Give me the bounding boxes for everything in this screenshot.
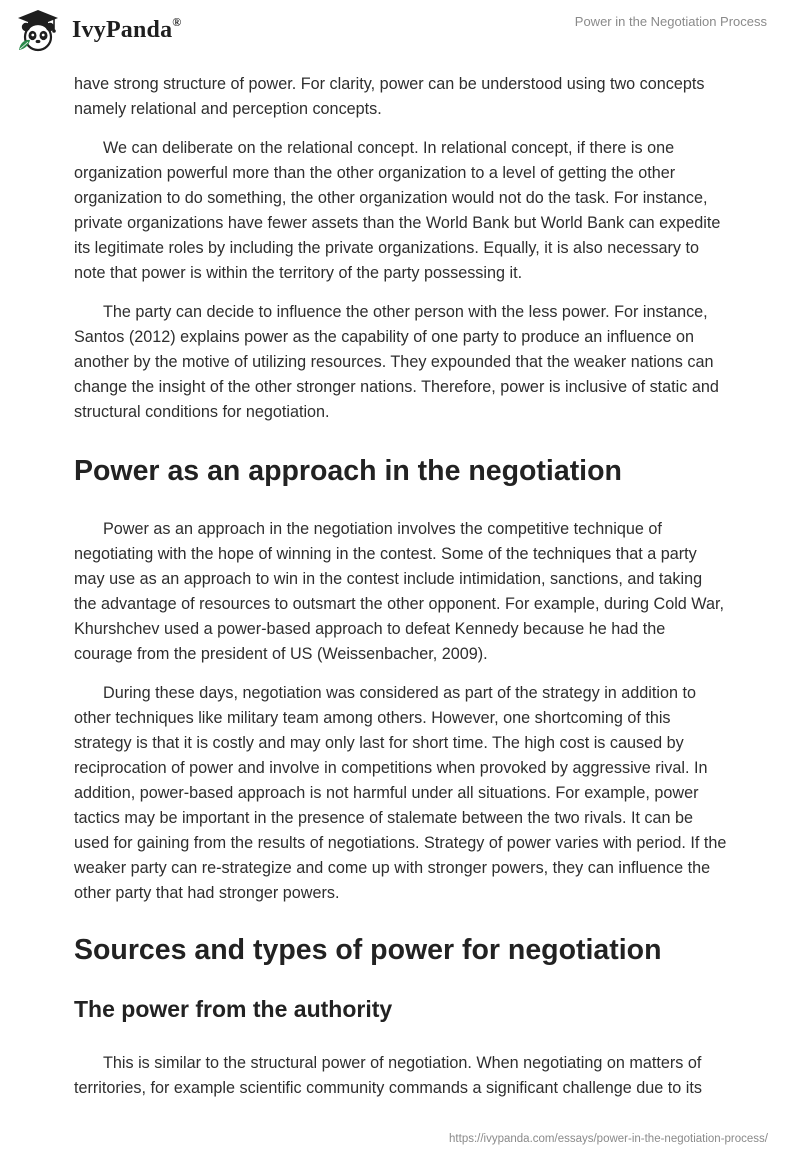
brand-name: IvyPanda® bbox=[72, 14, 182, 43]
paragraph: We can deliberate on the relational concept. In relational concept, if there is one organization powerful more than the other organization to a level of getting the other organization to do something, the other organization would not do the task. For instance, private organizations have fewer assets than the World Bank but World Bank can expedite its legitimate roles by including the private organizations. Equally, it is also necessary to note that power is within the territory of the party possessing it. bbox=[74, 139, 721, 282]
document-title: Power in the Negotiation Process bbox=[574, 14, 767, 29]
subsection-heading: The power from the authority bbox=[74, 996, 393, 1022]
source-url[interactable]: https://ivypanda.com/essays/power-in-the-negotiation-process/ bbox=[449, 1133, 768, 1145]
page-header bbox=[0, 0, 800, 70]
paragraph: The party can decide to influence the other person with the less power. For instance, Santos (2012) explains power as the capability of one party to produce an influence on another by the motive of utilizing resources. They expounded that the weaker nations can change the insight of the other stronger nations. Therefore, power is inclusive of static and structural conditions for negotiation. bbox=[74, 303, 719, 421]
paragraph: Power as an approach in the negotiation involves the competitive technique of negotiating with the hope of winning in the contest. Some of the techniques that a party may use as an approach to win in the contest include intimidation, sanctions, and taking the advantage of resources to outsmart the other opponent. For example, during Cold War, Khurshchev used a power-based approach to defeat Kennedy because he had the courage from the president of US (Weissenbacher, 2009). bbox=[74, 520, 724, 663]
section-heading: Sources and types of power for negotiation bbox=[74, 934, 662, 966]
paragraph: During these days, negotiation was considered as part of the strategy in addition to other techniques like military team among others. However, one shortcoming of this strategy is that it is costly and may only last for short time. The high cost is caused by reciprocation of power and involve in competitions when provoked by aggressive rival. In addition, power-based approach is not harmful under all situations. For example, power tactics may be important in the presence of stalemate between the two rivals. It can be used for gaining from the results of negotiations. Strategy of power varies with period. If the weaker party can re-strategize and come up with stronger powers, they can influence the other party that had stronger powers. bbox=[74, 684, 727, 902]
paragraph: This is similar to the structural power of negotiation. When negotiating on matters of territories, for example scientific community commands a significant challenge due to its bbox=[74, 1054, 702, 1097]
paragraph: have strong structure of power. For clarity, power can be understood using two concepts namely relational and perception concepts. bbox=[74, 75, 705, 118]
essay-content bbox=[74, 70, 728, 1101]
panda-graduate-icon bbox=[14, 8, 62, 54]
section-heading: Power as an approach in the negotiation bbox=[74, 455, 622, 487]
ivypanda-logo[interactable] bbox=[14, 8, 184, 54]
